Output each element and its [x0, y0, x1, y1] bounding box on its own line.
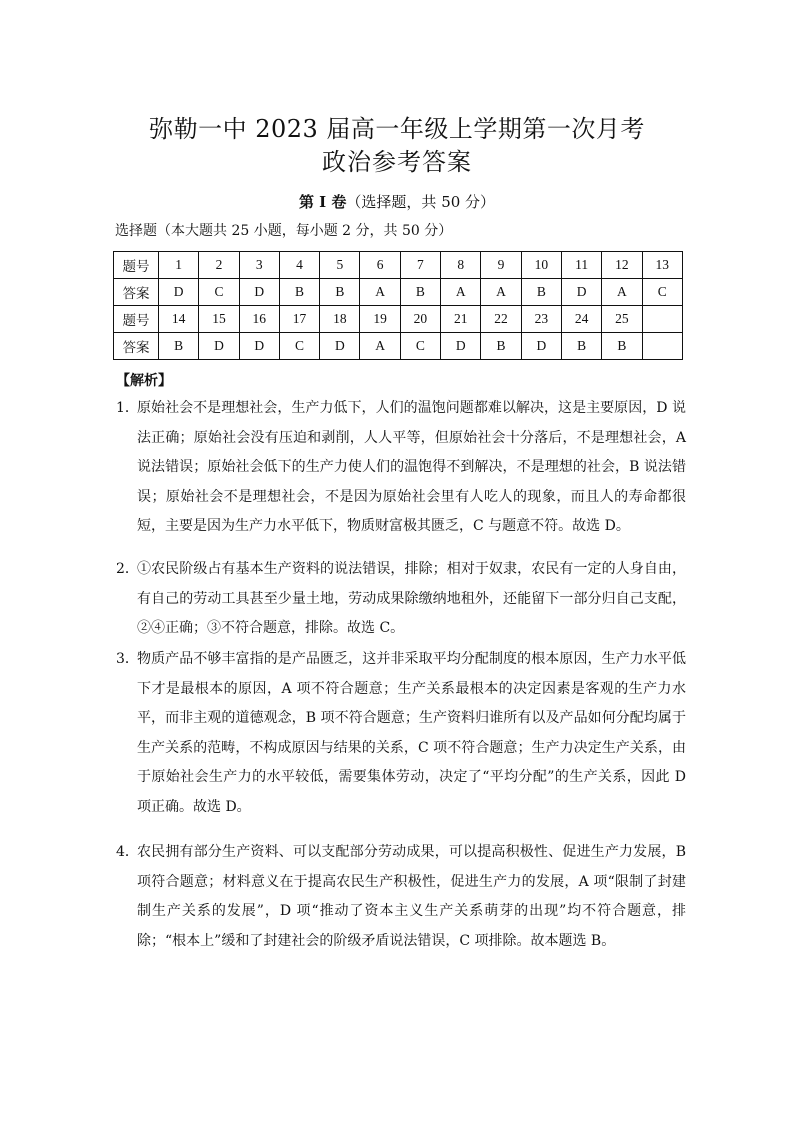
table-cell: B — [400, 279, 440, 306]
analysis-item-text: 农民拥有部分生产资料、可以支配部分劳动成果，可以提高积极性、促进生产力发展，B 项符合题意；材料意义在于提高农民生产积极性，促进生产力的发展，A 项“限制了封建制生产关系的发展”，D 项“推动了资本主义生产关系萌芽的出现”均不符合题意，排除；“根本上”缓和了封建社会的阶级矛盾说法错误，C 项排除。故本题选 B。 — [137, 844, 686, 949]
table-cell: B — [521, 279, 561, 306]
table-cell: 2 — [199, 252, 239, 279]
table-cell: A — [360, 333, 400, 360]
table-cell: A — [441, 279, 481, 306]
table-cell: C — [199, 279, 239, 306]
row-label: 答案 — [114, 333, 159, 360]
table-cell: 4 — [279, 252, 319, 279]
section-title — [0, 190, 794, 214]
table-cell: 22 — [481, 306, 521, 333]
analysis-item-number: 2． — [116, 561, 139, 577]
row-label: 题号 — [114, 252, 159, 279]
answer-table-row — [114, 279, 683, 306]
table-cell: 19 — [360, 306, 400, 333]
table-cell: D — [159, 279, 199, 306]
table-cell: 8 — [441, 252, 481, 279]
table-intro: 选择题（本大题共 25 小题，每小题 2 分，共 50 分） — [115, 223, 453, 239]
answer-table-row — [114, 333, 683, 360]
analysis-item-text: ①农民阶级占有基本生产资料的说法错误，排除；相对于奴隶，农民有一定的人身自由，有自己的劳动工具甚至少量土地，劳动成果除缴纳地租外，还能留下一部分归自己支配，②④正确；③不符合题意，排除。故选 C。 — [137, 561, 686, 636]
table-cell: C — [279, 333, 319, 360]
table-cell: A — [360, 279, 400, 306]
table-cell: 7 — [400, 252, 440, 279]
analysis-item-1 — [116, 394, 686, 542]
table-cell: C — [400, 333, 440, 360]
table-cell: D — [521, 333, 561, 360]
table-cell: 3 — [239, 252, 279, 279]
table-cell: B — [159, 333, 199, 360]
analysis-item-2 — [116, 555, 686, 644]
table-cell: 23 — [521, 306, 561, 333]
table-cell — [642, 306, 682, 333]
table-cell: C — [642, 279, 682, 306]
answer-table — [113, 251, 683, 360]
table-cell: 1 — [159, 252, 199, 279]
table-cell: 5 — [320, 252, 360, 279]
table-cell: D — [320, 333, 360, 360]
table-cell: 17 — [279, 306, 319, 333]
table-cell: 16 — [239, 306, 279, 333]
table-cell: 6 — [360, 252, 400, 279]
table-cell: 25 — [602, 306, 642, 333]
table-cell: B — [602, 333, 642, 360]
page-subtitle: 政治参考答案 — [322, 148, 472, 176]
table-cell: B — [279, 279, 319, 306]
table-cell: 18 — [320, 306, 360, 333]
table-cell: 13 — [642, 252, 682, 279]
analysis-item-number: 1． — [116, 400, 139, 416]
row-label: 题号 — [114, 306, 159, 333]
table-cell: 20 — [400, 306, 440, 333]
table-cell: 14 — [159, 306, 199, 333]
table-cell — [642, 333, 682, 360]
table-cell: 9 — [481, 252, 521, 279]
analysis-item-text: 物质产品不够丰富指的是产品匮乏，这并非采取平均分配制度的根本原因，生产力水平低下才是最根本的原因，A 项不符合题意；生产关系最根本的决定因素是客观的生产力水平，而非主观的道德观念，B 项不符合题意；生产资料归谁所有以及产品如何分配均属于生产关系的范畴，不构成原因与结果的关系，C 项不符合题意；生产力决定生产关系，由于原始社会生产力的水平较低，需要集体劳动，决定了“平均分配”的生产关系，因此 D 项正确。故选 D。 — [137, 651, 686, 815]
analysis-item-4 — [116, 838, 686, 956]
table-cell: 24 — [561, 306, 601, 333]
section-title-rest: （选择题，共 50 分） — [346, 193, 496, 211]
table-cell: 11 — [561, 252, 601, 279]
analysis-item-3 — [116, 645, 686, 822]
table-cell: A — [481, 279, 521, 306]
analysis-item-number: 3． — [116, 651, 139, 667]
analysis-item-text: 原始社会不是理想社会，生产力低下，人们的温饱问题都难以解决，这是主要原因，D 说法正确；原始社会没有压迫和剥削，人人平等，但原始社会十分落后，不是理想社会，A 说法错误；原始社会低下的生产力使人们的温饱得不到解决，不是理想的社会，B 说法错误；原始社会不是理想社会，不是因为原始社会里有人吃人的现象，而且人的寿命都很短，主要是因为生产力水平低下，物质财富极其匮乏，C 与题意不符。故选 D。 — [137, 400, 686, 534]
table-cell: B — [320, 279, 360, 306]
table-cell: D — [441, 333, 481, 360]
table-cell: 10 — [521, 252, 561, 279]
table-cell: D — [239, 279, 279, 306]
row-label: 答案 — [114, 279, 159, 306]
table-cell: D — [239, 333, 279, 360]
table-cell: 21 — [441, 306, 481, 333]
table-cell: D — [199, 333, 239, 360]
table-cell: D — [561, 279, 601, 306]
answer-table-row — [114, 252, 683, 279]
table-cell: B — [481, 333, 521, 360]
table-cell: A — [602, 279, 642, 306]
page-title: 弥勒一中 2023 届高一年级上学期第一次月考 — [149, 115, 645, 143]
analysis-label: 【解析】 — [116, 373, 172, 389]
table-cell: 15 — [199, 306, 239, 333]
table-cell: 12 — [602, 252, 642, 279]
answer-table-row — [114, 306, 683, 333]
analysis-item-number: 4． — [116, 844, 139, 860]
section-title-bold: 第 I 卷 — [298, 193, 347, 211]
table-cell: B — [561, 333, 601, 360]
